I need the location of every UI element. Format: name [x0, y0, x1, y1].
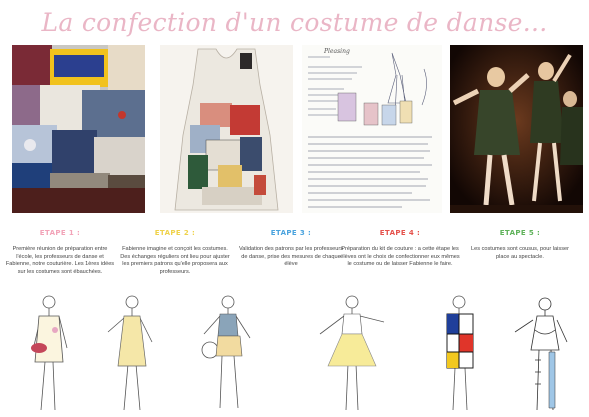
step-4-text: Préparation du kit de couture : a cette étape les élèves ont le choix de confectionner eux mêmes le costume ou de laisser Fabienne le faire.	[340, 246, 460, 268]
sketch-3	[190, 290, 270, 415]
step-3	[236, 229, 346, 269]
step-5	[465, 229, 575, 261]
sketch-2	[100, 290, 180, 415]
costume-sketches	[0, 290, 589, 415]
step-2-label: ETAPE 2 :	[154, 229, 196, 237]
sketch-1	[15, 290, 95, 415]
step-4-label: ETAPE 4 :	[379, 229, 421, 237]
step-3-label: ETAPE 3 :	[270, 229, 312, 237]
step-1-text: Première réunion de préparation entre l'école, les professeurs de danse et Fabienne, notre couturière. Les 1ères idées sur les costumes sont ébauchées.	[5, 246, 115, 275]
step-2-text: Fabienne imagine et conçoit les costumes. Des échanges réguliers ont lieu pour ajuster les premiers patrons qu'elle proposera aux professeurs.	[120, 246, 230, 275]
page-title: La confection d'un costume de danse...	[41, 8, 548, 37]
step-1	[5, 229, 115, 276]
notes-header: Pleasing	[324, 48, 350, 55]
step-1-label: ETAPE 1 :	[39, 229, 81, 237]
sketch-6	[505, 290, 585, 415]
step-2	[120, 229, 230, 276]
fabric-swatches-photo	[12, 45, 145, 213]
step-5-label: ETAPE 5 :	[499, 229, 541, 237]
sketch-4	[312, 290, 392, 415]
handwritten-notes-photo	[302, 45, 442, 213]
dancers-stage-photo	[450, 45, 583, 213]
step-5-text: Les costumes sont cousus, pour laisser place au spectacle.	[471, 246, 569, 260]
step-3-text: Validation des patrons par les professeurs de danse, prise des mesures de chaque élève	[238, 246, 344, 268]
step-4	[340, 229, 460, 269]
sketch-5	[425, 290, 505, 415]
patchwork-dress-photo	[160, 45, 293, 213]
